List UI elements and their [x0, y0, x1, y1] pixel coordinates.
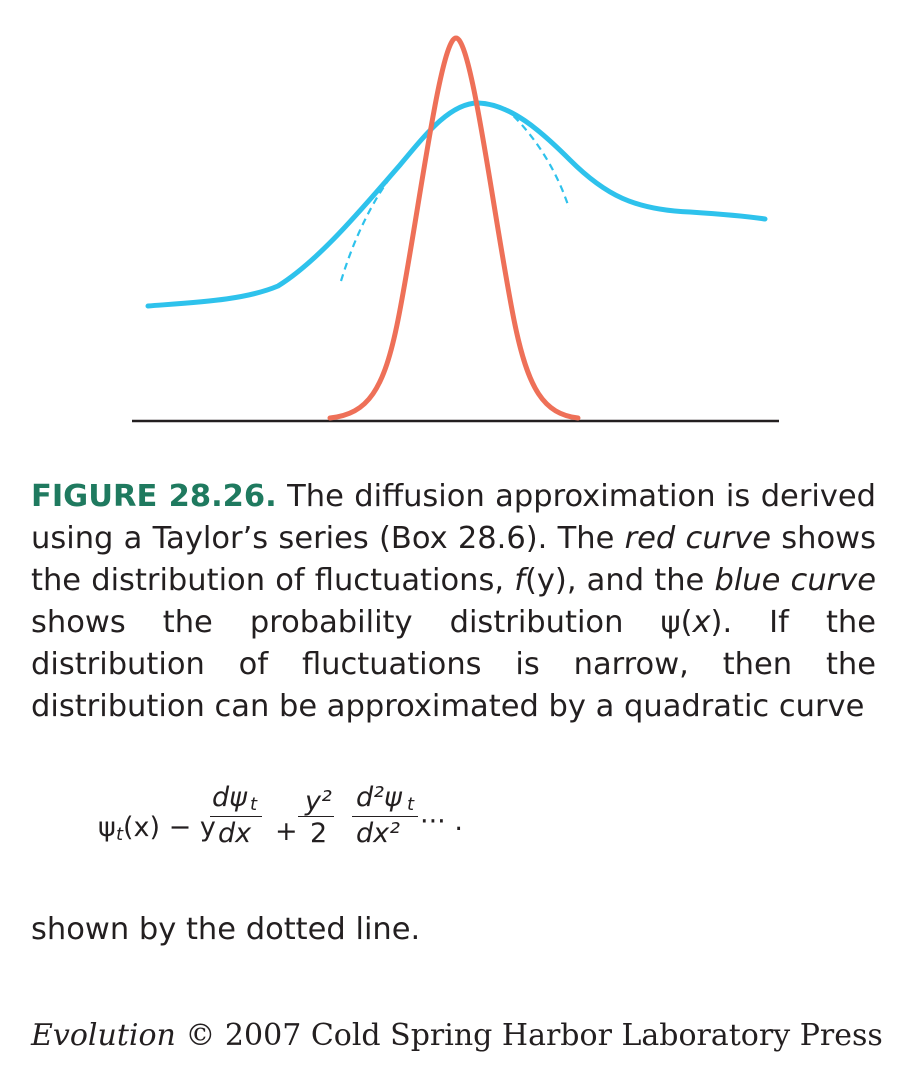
book-title: Evolution: [31, 1018, 176, 1053]
eq-psi: ψ: [98, 812, 116, 843]
caption-text: shows the distribution of fluctuations,: [31, 521, 876, 598]
psi-x: x: [692, 605, 711, 640]
figure-label: FIGURE 28.26.: [31, 479, 277, 514]
psi-symbol: ψ(: [660, 605, 693, 640]
caption-tail: shown by the dotted line.: [31, 912, 421, 947]
fy-args: (y): [524, 563, 567, 598]
f-symbol: f: [514, 563, 525, 598]
psi-close: ): [710, 605, 723, 640]
eq-sub-t: t: [116, 824, 124, 845]
eq-fraction-bar-1: [210, 816, 262, 817]
caption-text: The diffusion approximation is derived using a Taylor’s series (Box 28.6). The: [31, 479, 877, 556]
eq-ellipsis: ··· .: [420, 806, 463, 837]
quadratic-approximation-dotted-right: [505, 108, 569, 208]
diffusion-approximation-figure: [0, 0, 907, 450]
caption-text: , and the: [566, 563, 715, 598]
eq-argument: (x) − y: [123, 812, 216, 843]
blue-curve-term: blue curve: [714, 563, 876, 598]
probability-distribution-blue-curve: [148, 103, 765, 306]
eq-denominator-3: dx²: [356, 818, 400, 849]
eq-fraction-bar-2: [298, 816, 334, 817]
eq-numerator-3-sub: t: [407, 794, 415, 815]
fluctuation-distribution-red-curve: [330, 38, 578, 418]
copyright-text: © 2007 Cold Spring Harbor Laboratory Press: [175, 1018, 883, 1053]
red-curve-term: red curve: [624, 521, 772, 556]
eq-numerator-3: d²ψ: [356, 782, 402, 813]
caption-text: . If the distribution of fluctuations is narrow, then the distribution can be approximated by a quadratic curve: [31, 605, 877, 724]
caption-text: shows the probability distribution: [31, 605, 661, 640]
eq-numerator-2: y²: [305, 786, 332, 817]
eq-numerator-1: dψ: [212, 782, 247, 813]
taylor-series-equation: [98, 782, 518, 852]
figure-caption: [31, 476, 876, 728]
eq-fraction-bar-3: [352, 816, 418, 817]
eq-plus: +: [275, 816, 298, 847]
copyright-credit: [31, 1018, 883, 1053]
eq-denominator-2: 2: [310, 818, 328, 849]
eq-numerator-1-sub: t: [250, 794, 258, 815]
eq-denominator-1: dx: [218, 818, 252, 849]
